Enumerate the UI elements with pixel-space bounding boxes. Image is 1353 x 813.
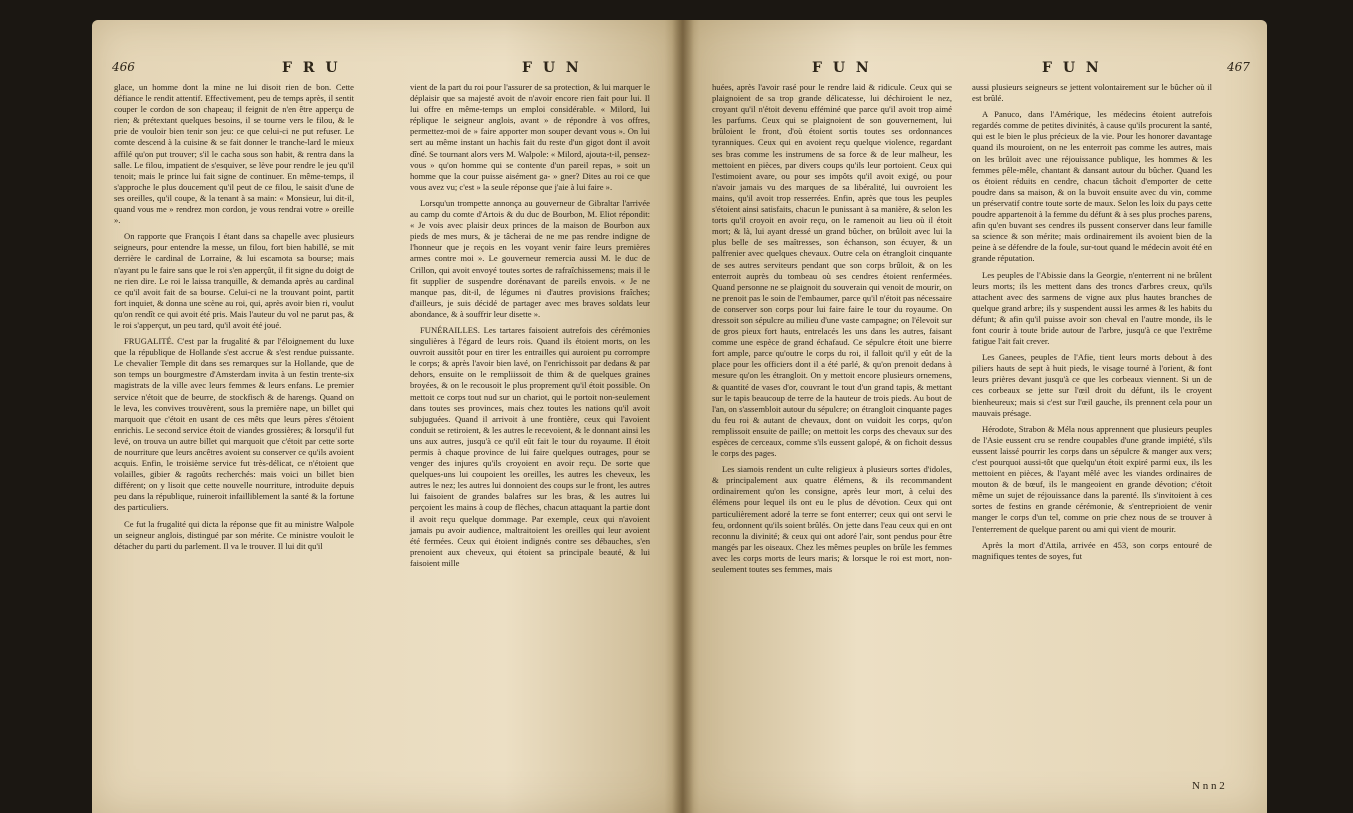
paragraph: Les peuples de l'Abissie dans la Georgie, n'enterrent ni ne brûlent leurs morts; ils les mettent dans des troncs d'arbres creux, qu'ils attachent avec des sarmens de vigne aux plus hautes branches de quelque grand arbre; ils y suspendent aussi les armes & les habits du défunt; & afin qu'il puisse avoir son cheval en l'autre monde, ils le font courir à toute bride autour de l'arbre, jusqu'à ce que l'extrême fatigue l'ait fait crever. xyxy=(972,269,1212,347)
left-running-head-2: F U N xyxy=(522,60,582,76)
paragraph: FRUGALITÉ. C'est par la frugalité & par l'éloignement du luxe que la république de Hollande s'est accrue & s'est rendue puissante. Le chevalier Temple dit dans ses remarques sur la Hollande, que de son temps un bourgmestre d'Amsterdam invita à un festin trente-six magistrats de la ville avec leurs femmes & leurs enfans. Le premier service n'étoit que de beurre, de stockfisch & de harengs. Quand on le leva, les convives trouvèrent, sous la première nape, un billet qui marquoit que c'étoit en usant de ces mêts que leurs pères s'étoient enrichis. Le second service étoit de viandes grossières; & lorsqu'il fut levé, on trouva un autre billet qui marquoit que c'étoit par cette sorte de nourriture que leurs ancêtres avoient su conserver ce qu'ils avoient acquis. Enfin, le troisième service fut très-délicat, ce n'étoient que volailles, gibier & ragoûts recherchés: mais voici un billet bien différent; on y lisoit que cette nouvelle nourriture, introduite depuis peu dans la république, ruineroit infailliblement la santé & la fortune des particuliers. xyxy=(114,336,354,513)
paragraph: Ce fut la frugalité qui dicta la réponse que fit au ministre Walpole un seigneur anglois, distingué par son mérite. Ce ministre vouloit le détacher du parti du parlement. Il va le trouver. Il lui dit qu'il xyxy=(114,518,354,551)
paragraph: vient de la part du roi pour l'assurer de sa protection, & lui marquer le déplaisir que sa majesté avoit de n'avoir encore rien fait pour lui. Il lui offre en même-temps un emploi considérable. « Milord, lui réplique le seigneur anglois, avant » de répondre à vos offres, permettez-moi de » faire apporter mon souper devant vous ». On lui sert au même instant un hachis fait du reste d'un gigot dont il avoit dîné. Se tournant alors vers M. Walpole: « Milord, ajouta-t-il, pensez-vous » qu'on homme qui se contente d'un pareil repas, » soit un homme que la cour puisse aisément ga- » gner? Dites au roi ce que vous avez vu; c'est » la seule réponse que j'aie à lui faire ». xyxy=(410,82,650,192)
paragraph: Hérodote, Strabon & Méla nous apprennent que plusieurs peuples de l'Asie eussent cru se rendre coupables d'une grande impiété, s'ils eussent laissé pourrir les corps dans un sépulcre & manger aux vers; c'est pourquoi aussi-tôt que quelqu'un étoit expiré parmi eux, ils les mettoient en pièces, & l'ayant mêlé avec les viandes ordinaires de mouton & de bœuf, ils le mangeoient en grande dévotion; c'étoit même un sujet de réjouissance dans la parenté. Ils s'invitoient à ces sortes de festins en grande cérémonie, & s'entreprioient de venir manger le corps d'un tel, comme on prie chez nous de se trouver à l'enterrement de quelque parent ou ami qui vient de mourir. xyxy=(972,423,1212,534)
left-column-1 xyxy=(114,82,354,557)
left-page xyxy=(92,20,682,813)
left-page-number: 466 xyxy=(112,60,135,74)
right-running-head-1: F U N xyxy=(812,60,872,76)
paragraph: huées, après l'avoir rasé pour le rendre laid & ridicule. Ceux qui se plaignoient de sa trop grande délicatesse, lui déchiroient le nez, croyant qu'il n'étoit devenu efféminé que parce qu'il avoit trop aimé les parfums. Ceux qui se plaignoient de son gouvernement, lui brûloient le front, d'où étoient sortis toutes ses ordonnances tyranniques. Ceux qui en avoient reçu quelque violence, regardant ses bras comme les instrumens de sa force & de leur malheur, les mettoient en pièces, par divers coups qu'ils leur portoient. Ceux qui l'estimoient avare, ou pour ses impôts qu'il avoit exigé, ou pour n'avoir jamais vu des marques de sa libéralité, lui ouvroient les mains, qu'il avoit trop resserrées. Enfin, après que tous les peuples s'étoient ainsi satisfaits, chacun le punissant à sa manière, & selon les torts qu'il croyoit en avoir reçu, on le ramenoit au lieu où il étoit mort; & là, lui ayant dressé un grand bûcher, on brûloit avec lui la plus belle de ses maîtresses, son échanson, son écuyer, & un palfrenier avec quelques chevaux. Outre cela on étrangloit cinquante de ses autres serviteurs pendant que son corps brûloit, & on les enterroit auprès du tombeau où ses cendres étoient renfermées. Quand personne ne se plaignoit du souverain qui venoit de mourir, on ne prenoit pas le soin de l'embaumer, parce qu'il n'étoit pas nécessaire de conserver son corps pour lui faire faire le tour du royaume. On dressoit son sépulcre au milieu d'une vaste campagne; on l'élevoit sur de gros pieux fort hauts, entrelacés les uns dans les autres, faisant comme une espèce de grand échafaud. Ce sépulcre étoit une bierre fort ample, parce qu'outre le corps du roi, il falloit qu'il y eût de la place pour les officiers dont il a été parlé, & qu'on prenoit dedans à mesure qu'on les étrangloit. On y mettoit encore plusieurs ornemens, & quantité de vases d'or, couvrant le tout d'un grand tapis, & mettant sur le tapis beaucoup de terre de la hauteur de trois pieds. Au bout de l'an, on s'assembloit autour du sépulcre; on étrangloit cinquante pages du feu roi & autant de chevaux, dont on vuidoit les corps, qu'on remplissoit ensuite de paille; on mettoit les corps des chevaux sur des espèces de cerceaux, comme s'ils eussent galopé, & on fichoit dessus le corps des pages. xyxy=(712,82,952,459)
paragraph: A Panuco, dans l'Amérique, les médecins étoient autrefois regardés comme de petites divinités, à cause qu'ils procurent la santé, qui est le bien le plus précieux de la vie. Pour les honorer davantage quand ils mouroient, on ne les enterroit pas comme les autres, mais on les brûloit avec une réjouissance publique, les hommes & les femmes pêle-mêle, chantant & dansant autour du bûcher. Quand les os étoient réduits en cendre, chacun tâchoit d'emporter de cette poudre dans sa maison, & on la buvoit ensuite avec du vin, comme un préservatif contre toute sorte de maux. Selon les loix du pays cette poudre appartenoit à la femme du défunt & à ses plus proches parens, afin qu'en buvant ses cendres ils pussent conserver dans leur famille sa science & son mérite; mais ordinairement ils avoient bien de la peine à se défendre de la foule, sur-tout quand le médecin avoit été en grande réputation. xyxy=(972,109,1212,264)
right-page xyxy=(682,20,1267,813)
paragraph: Après la mort d'Attila, arrivée en 453, son corps entouré de magnifiques tentes de soyes, fut xyxy=(972,539,1212,561)
paragraph: Lorsqu'un trompette annonça au gouverneur de Gibraltar l'arrivée au camp du comte d'Artois & du duc de Bourbon, M. Eliot répondit: « Je vois avec plaisir deux princes de la maison de Bourbon aux pieds de mes murs, & je tâcherai de ne me pas rendre indigne de l'honneur que je reçois en les voyant venir faire leurs premières armes contre moi ». Le gouverneur remercia aussi M. le duc de Crillon, qui avoit envoyé toutes sortes de rafraîchissemens; mais il le fit supplier de suspendre dorénavant de pareils envois. « Je ne manque pas, dit-il, de légumes ni d'autres provisions fraîches; d'ailleurs, je suis décidé de partager avec mes braves soldats leur abondance, & à souffrir leur disette ». xyxy=(410,197,650,319)
right-column-2 xyxy=(972,82,1212,567)
book-spread xyxy=(92,20,1267,813)
right-column-1 xyxy=(712,82,952,580)
paragraph: FUNÉRAILLES. Les tartares faisoient autrefois des cérémonies singulières à l'égard de leurs rois. Quand ils étoient morts, on les ouvroit aussitôt pour en tirer les entrailles qui auroient pu corrompre le corps; & après l'avoir bien lavé, on l'enrichissoit par dedans & par dehors, ensuite on le rempliissoit de thim & de quelques graines broyées, & on le recousoit le plus proprement qu'il étoit possible. On mettoit ce corps tout nud sur un chariot, qui le portoit non-seulement dans toutes ses provinces, mais chez toutes les nations qu'il avoit subjuguées. Quand il arrivoit à une frontière, ceux qui l'avoient conduit se retiroient, & les autres le recevoient, & le donnant ainsi les uns aux autres, jusqu'à ce qu'il eût fait le tour du royaume. Il étoit permis à chaque province de lui faire quelques outrages, pour se venger des injures qu'ils croyoient en avoir reçu. De sorte que quelques-uns lui coupoient les oreilles, les autres les cheveux, les autres le nez; les autres lui donnoient des coups sur le front, les autres lui faisoient de grandes balafres sur les bras, & les autres lui perçoient les mains à coup de flèches, chacun attaquant la partie dont il avoit reçu quelque dommage. Par exemple, ceux qui n'avoient jamais pu avoir audience, maltraitoient les oreilles qui leur avoient été fermées. Ceux qui étoient indignés contre ses débauches, s'en prenoient aux cheveux, qui étoient sa principale beauté, & lui faisoient mille xyxy=(410,324,650,568)
paragraph: On rapporte que François I étant dans sa chapelle avec plusieurs seigneurs, pour entendre la messe, un filou, fort bien habillé, se mit derrière le cardinal de Lorraine, & lui escamota sa bourse; mais n'ayant pu le faire sans que le roi s'en apperçût, il fit signe du doigt de ne rien dire. Le roi le laissa tranquille, & demanda après au cardinal ce qu'il avoit fait de sa bourse. Celui-ci ne la trouvant point, partit fort inquiet, & donna une scène au roi, qui, après avoir bien ri, voulut qu'on rendît ce qui avoit été pris. Mais l'auteur du vol ne parut pas, & le roi s'apperçut, un peu tard, qu'il avoit été joué. xyxy=(114,231,354,330)
paragraph: Les siamois rendent un culte religieux à plusieurs sortes d'idoles, & principalement aux quatre élémens, & ils recommandent ordinairement qu'on les consigne, après leur mort, à celui des élémens pour lequel ils ont eu le plus de dévotion. Ceux qui ont particulièrement adoré la terre se font enterrer; ceux qui ont servi le feu, ordonnent qu'ils soient brûlés. On jette dans l'eau ceux qui en ont reconnu la divinité; & ceux qui ont adoré l'air, sont pendus pour être mangés par les oiseaux. Chez les mêmes peuples on brûle les femmes avec les corps morts de leurs maris; & lorsque le roi est mort, non-seulement toutes ses femmes, mais xyxy=(712,464,952,575)
paragraph: glace, un homme dont la mine ne lui disoit rien de bon. Cette défiance le rendit attentif. Effectivement, peu de temps après, il sentit couper le cordon de son chapeau; il feignit de n'en être apperçu de rien; & prétextant quelques besoins, il se tourne vers le filou, & le prie de vouloir bien tenir son jeu: ce que celui-ci ne put refuser. Le comte descend à la cuisine & se fait donner le tranche-lard le mieux affilé qu'on put trouver; s'il le cacha sous son habit, & rentra dans la salle. Le filou, impatient de s'esquiver, se lève pour rendre le jeu qu'il tenoit; mais le prince lui fait signe de continuer. En même-temps, il s'approche le plus doucement qu'il peut de ce filou, le saisit d'une de ses oreilles, qu'il coupe, & la tenant à sa main: « Monsieur, lui dit-il, quand vous me » rendrez mon cordon, je vous rendrai votre » oreille ». xyxy=(114,82,354,226)
paragraph: Les Ganees, peuples de l'Afie, tient leurs morts debout à des piliers hauts de sept à huit pieds, le visage tourné à l'orient, & font leurs prières devant jusqu'à ce que les corbeaux viennent. Si un de ces corbeaux se jette sur l'œil droit du défunt, ils le croyent bienheureux; mais si c'est sur l'œil gauche, ils prennent cela pour un mauvais présage. xyxy=(972,352,1212,418)
signature-mark: N n n 2 xyxy=(1192,780,1225,792)
right-page-number: 467 xyxy=(1227,60,1250,74)
left-column-2 xyxy=(410,82,650,574)
paragraph: aussi plusieurs seigneurs se jettent volontairement sur le bûcher où il est brûlé. xyxy=(972,82,1212,104)
right-running-head-2: F U N xyxy=(1042,60,1102,76)
left-running-head-1: F R U xyxy=(282,60,341,76)
